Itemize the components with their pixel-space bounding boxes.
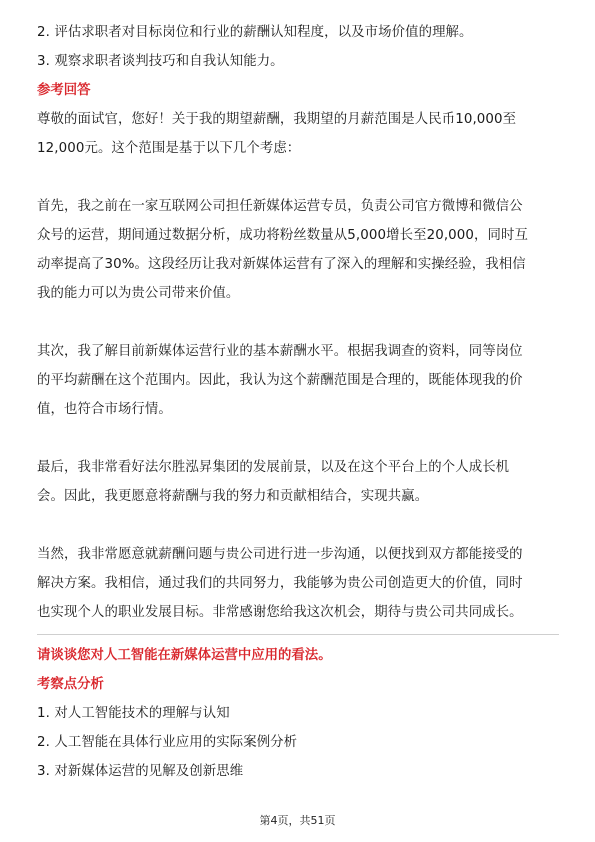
paragraph-gap bbox=[37, 511, 559, 540]
para1-line-1: 首先，我之前在一家互联网公司担任新媒体运营专员，负责公司官方微博和微信公 bbox=[37, 199, 523, 214]
para4-line-2: 解决方案。我相信，通过我们的共同努力，我能够为贵公司创造更大的价值，同时 bbox=[37, 576, 523, 591]
para4-line-1: 当然，我非常愿意就薪酬问题与贵公司进行进一步沟通，以便找到双方都能接受的 bbox=[37, 547, 523, 562]
answer-intro-line-1: 尊敬的面试官，您好！关于我的期望薪酬，我期望的月薪范围是人民币10,000至 bbox=[37, 112, 517, 127]
document-page bbox=[37, 18, 559, 786]
answer-intro-line-2: 12,000元。这个范围是基于以下几个考虑： bbox=[37, 141, 301, 156]
top-list-item-2: 2. 评估求职者对目标岗位和行业的薪酬认知程度，以及市场价值的理解。 bbox=[37, 25, 473, 40]
para2-line-1: 其次，我了解目前新媒体运营行业的基本薪酬水平。根据我调查的资料，同等岗位 bbox=[37, 344, 523, 359]
para4-line-3: 也实现个人的职业发展目标。非常感谢您给我这次机会，期待与贵公司共同成长。 bbox=[37, 605, 523, 620]
answer-heading: 参考回答 bbox=[37, 83, 91, 98]
question-title: 请谈谈您对人工智能在新媒体运营中应用的看法。 bbox=[37, 648, 332, 663]
paragraph-gap bbox=[37, 308, 559, 337]
para3-line-1: 最后，我非常看好法尔胜泓昇集团的发展前景，以及在这个平台上的个人成长机 bbox=[37, 460, 510, 475]
analysis-heading: 考察点分析 bbox=[37, 677, 104, 692]
para1-line-4: 我的能力可以为贵公司带来价值。 bbox=[37, 286, 240, 301]
para1-line-2: 众号的运营，期间通过数据分析，成功将粉丝数量从5,000增长至20,000，同时互 bbox=[37, 228, 529, 243]
para1-line-3: 动率提高了30%。这段经历让我对新媒体运营有了深入的理解和实操经验，我相信 bbox=[37, 257, 526, 272]
analysis-item-3: 3. 对新媒体运营的见解及创新思维 bbox=[37, 764, 244, 779]
top-list-item-3: 3. 观察求职者谈判技巧和自我认知能力。 bbox=[37, 54, 284, 69]
para2-line-2: 的平均薪酬在这个范围内。因此，我认为这个薪酬范围是合理的，既能体现我的价 bbox=[37, 373, 523, 388]
section-divider bbox=[37, 634, 559, 635]
paragraph-gap bbox=[37, 424, 559, 453]
page-footer: 第4页，共51页 bbox=[259, 814, 336, 827]
para2-line-3: 值，也符合市场行情。 bbox=[37, 402, 172, 417]
analysis-item-1: 1. 对人工智能技术的理解与认知 bbox=[37, 706, 230, 721]
para3-line-2: 会。因此，我更愿意将薪酬与我的努力和贡献相结合，实现共赢。 bbox=[37, 489, 429, 504]
analysis-item-2: 2. 人工智能在具体行业应用的实际案例分析 bbox=[37, 735, 298, 750]
paragraph-gap bbox=[37, 163, 559, 192]
